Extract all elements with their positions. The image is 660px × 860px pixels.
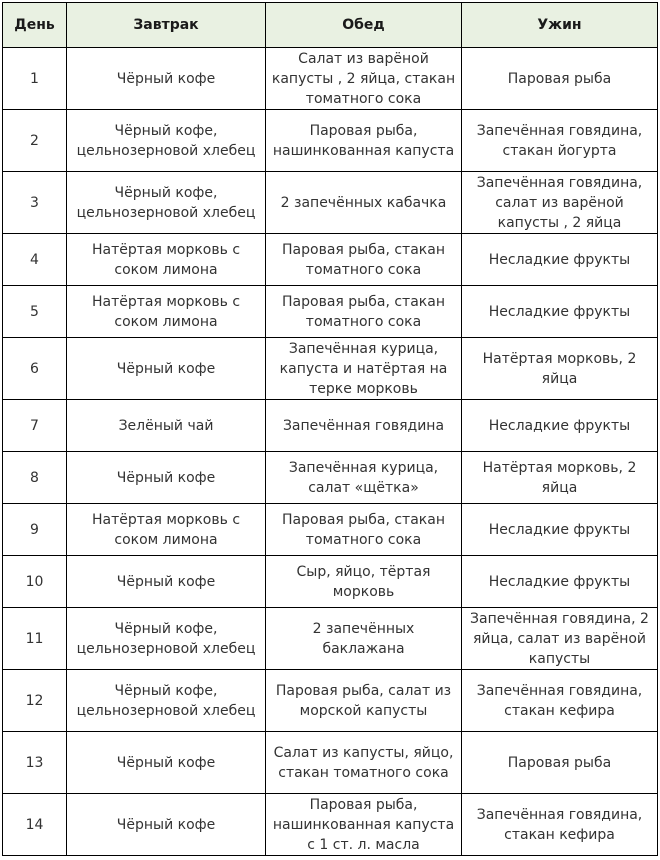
dinner-cell: Паровая рыба — [462, 48, 658, 110]
table-row — [3, 504, 658, 556]
day-cell: 8 — [3, 452, 67, 504]
breakfast-cell: Чёрный кофе — [67, 452, 266, 504]
dinner-cell: Запечённая говядина, стакан кефира — [462, 670, 658, 732]
day-cell: 6 — [3, 338, 67, 400]
day-cell: 2 — [3, 110, 67, 172]
table-row — [3, 400, 658, 452]
lunch-cell: Паровая рыба, стакан томатного сока — [266, 504, 462, 556]
lunch-cell: Паровая рыба, салат из морской капусты — [266, 670, 462, 732]
breakfast-cell: Натёртая морковь с соком лимона — [67, 286, 266, 338]
table-row — [3, 732, 658, 794]
breakfast-cell: Чёрный кофе — [67, 556, 266, 608]
day-cell: 5 — [3, 286, 67, 338]
table-row — [3, 670, 658, 732]
table-row — [3, 338, 658, 400]
breakfast-cell: Чёрный кофе, цельнозерновой хлебец — [67, 670, 266, 732]
lunch-cell: 2 запечённых кабачка — [266, 172, 462, 234]
lunch-cell: Паровая рыба, нашинкованная капуста с 1 ст. л. масла — [266, 794, 462, 856]
header-breakfast: Завтрак — [67, 3, 266, 48]
dinner-cell: Запечённая говядина, стакан кефира — [462, 794, 658, 856]
day-cell: 10 — [3, 556, 67, 608]
day-cell: 12 — [3, 670, 67, 732]
day-cell: 1 — [3, 48, 67, 110]
dinner-cell: Натёртая морковь, 2 яйца — [462, 338, 658, 400]
table-row — [3, 794, 658, 856]
header-day: День — [3, 3, 67, 48]
header-dinner: Ужин — [462, 3, 658, 48]
dinner-cell: Натёртая морковь, 2 яйца — [462, 452, 658, 504]
day-cell: 11 — [3, 608, 67, 670]
day-cell: 7 — [3, 400, 67, 452]
lunch-cell: Салат из капусты, яйцо, стакан томатного сока — [266, 732, 462, 794]
lunch-cell: Паровая рыба, нашинкованная капуста — [266, 110, 462, 172]
dinner-cell: Несладкие фрукты — [462, 556, 658, 608]
diet-table — [2, 2, 658, 856]
lunch-cell: Салат из варёной капусты , 2 яйца, стакан томатного сока — [266, 48, 462, 110]
lunch-cell: Паровая рыба, стакан томатного сока — [266, 234, 462, 286]
dinner-cell: Запечённая говядина, салат из варёной капусты , 2 яйца — [462, 172, 658, 234]
dinner-cell: Несладкие фрукты — [462, 504, 658, 556]
header-lunch: Обед — [266, 3, 462, 48]
table-row — [3, 452, 658, 504]
table-row — [3, 608, 658, 670]
dinner-cell: Запечённая говядина, стакан йогурта — [462, 110, 658, 172]
lunch-cell: Запечённая говядина — [266, 400, 462, 452]
lunch-cell: 2 запечённых баклажана — [266, 608, 462, 670]
lunch-cell: Запечённая курица, салат «щётка» — [266, 452, 462, 504]
lunch-cell: Сыр, яйцо, тёртая морковь — [266, 556, 462, 608]
breakfast-cell: Зелёный чай — [67, 400, 266, 452]
table-row — [3, 48, 658, 110]
table-row — [3, 286, 658, 338]
breakfast-cell: Натёртая морковь с соком лимона — [67, 234, 266, 286]
breakfast-cell: Чёрный кофе — [67, 48, 266, 110]
day-cell: 9 — [3, 504, 67, 556]
dinner-cell: Запечённая говядина, 2 яйца, салат из варёной капусты — [462, 608, 658, 670]
breakfast-cell: Натёртая морковь с соком лимона — [67, 504, 266, 556]
breakfast-cell: Чёрный кофе, цельнозерновой хлебец — [67, 172, 266, 234]
day-cell: 13 — [3, 732, 67, 794]
table-row — [3, 110, 658, 172]
dinner-cell: Несладкие фрукты — [462, 234, 658, 286]
header-row — [3, 3, 658, 48]
breakfast-cell: Чёрный кофе, цельнозерновой хлебец — [67, 608, 266, 670]
breakfast-cell: Чёрный кофе — [67, 338, 266, 400]
table-row — [3, 234, 658, 286]
breakfast-cell: Чёрный кофе — [67, 794, 266, 856]
day-cell: 4 — [3, 234, 67, 286]
breakfast-cell: Чёрный кофе — [67, 732, 266, 794]
dinner-cell: Несладкие фрукты — [462, 400, 658, 452]
dinner-cell: Паровая рыба — [462, 732, 658, 794]
day-cell: 3 — [3, 172, 67, 234]
breakfast-cell: Чёрный кофе, цельнозерновой хлебец — [67, 110, 266, 172]
dinner-cell: Несладкие фрукты — [462, 286, 658, 338]
lunch-cell: Паровая рыба, стакан томатного сока — [266, 286, 462, 338]
table-row — [3, 172, 658, 234]
lunch-cell: Запечённая курица, капуста и натёртая на терке морковь — [266, 338, 462, 400]
table-row — [3, 556, 658, 608]
day-cell: 14 — [3, 794, 67, 856]
